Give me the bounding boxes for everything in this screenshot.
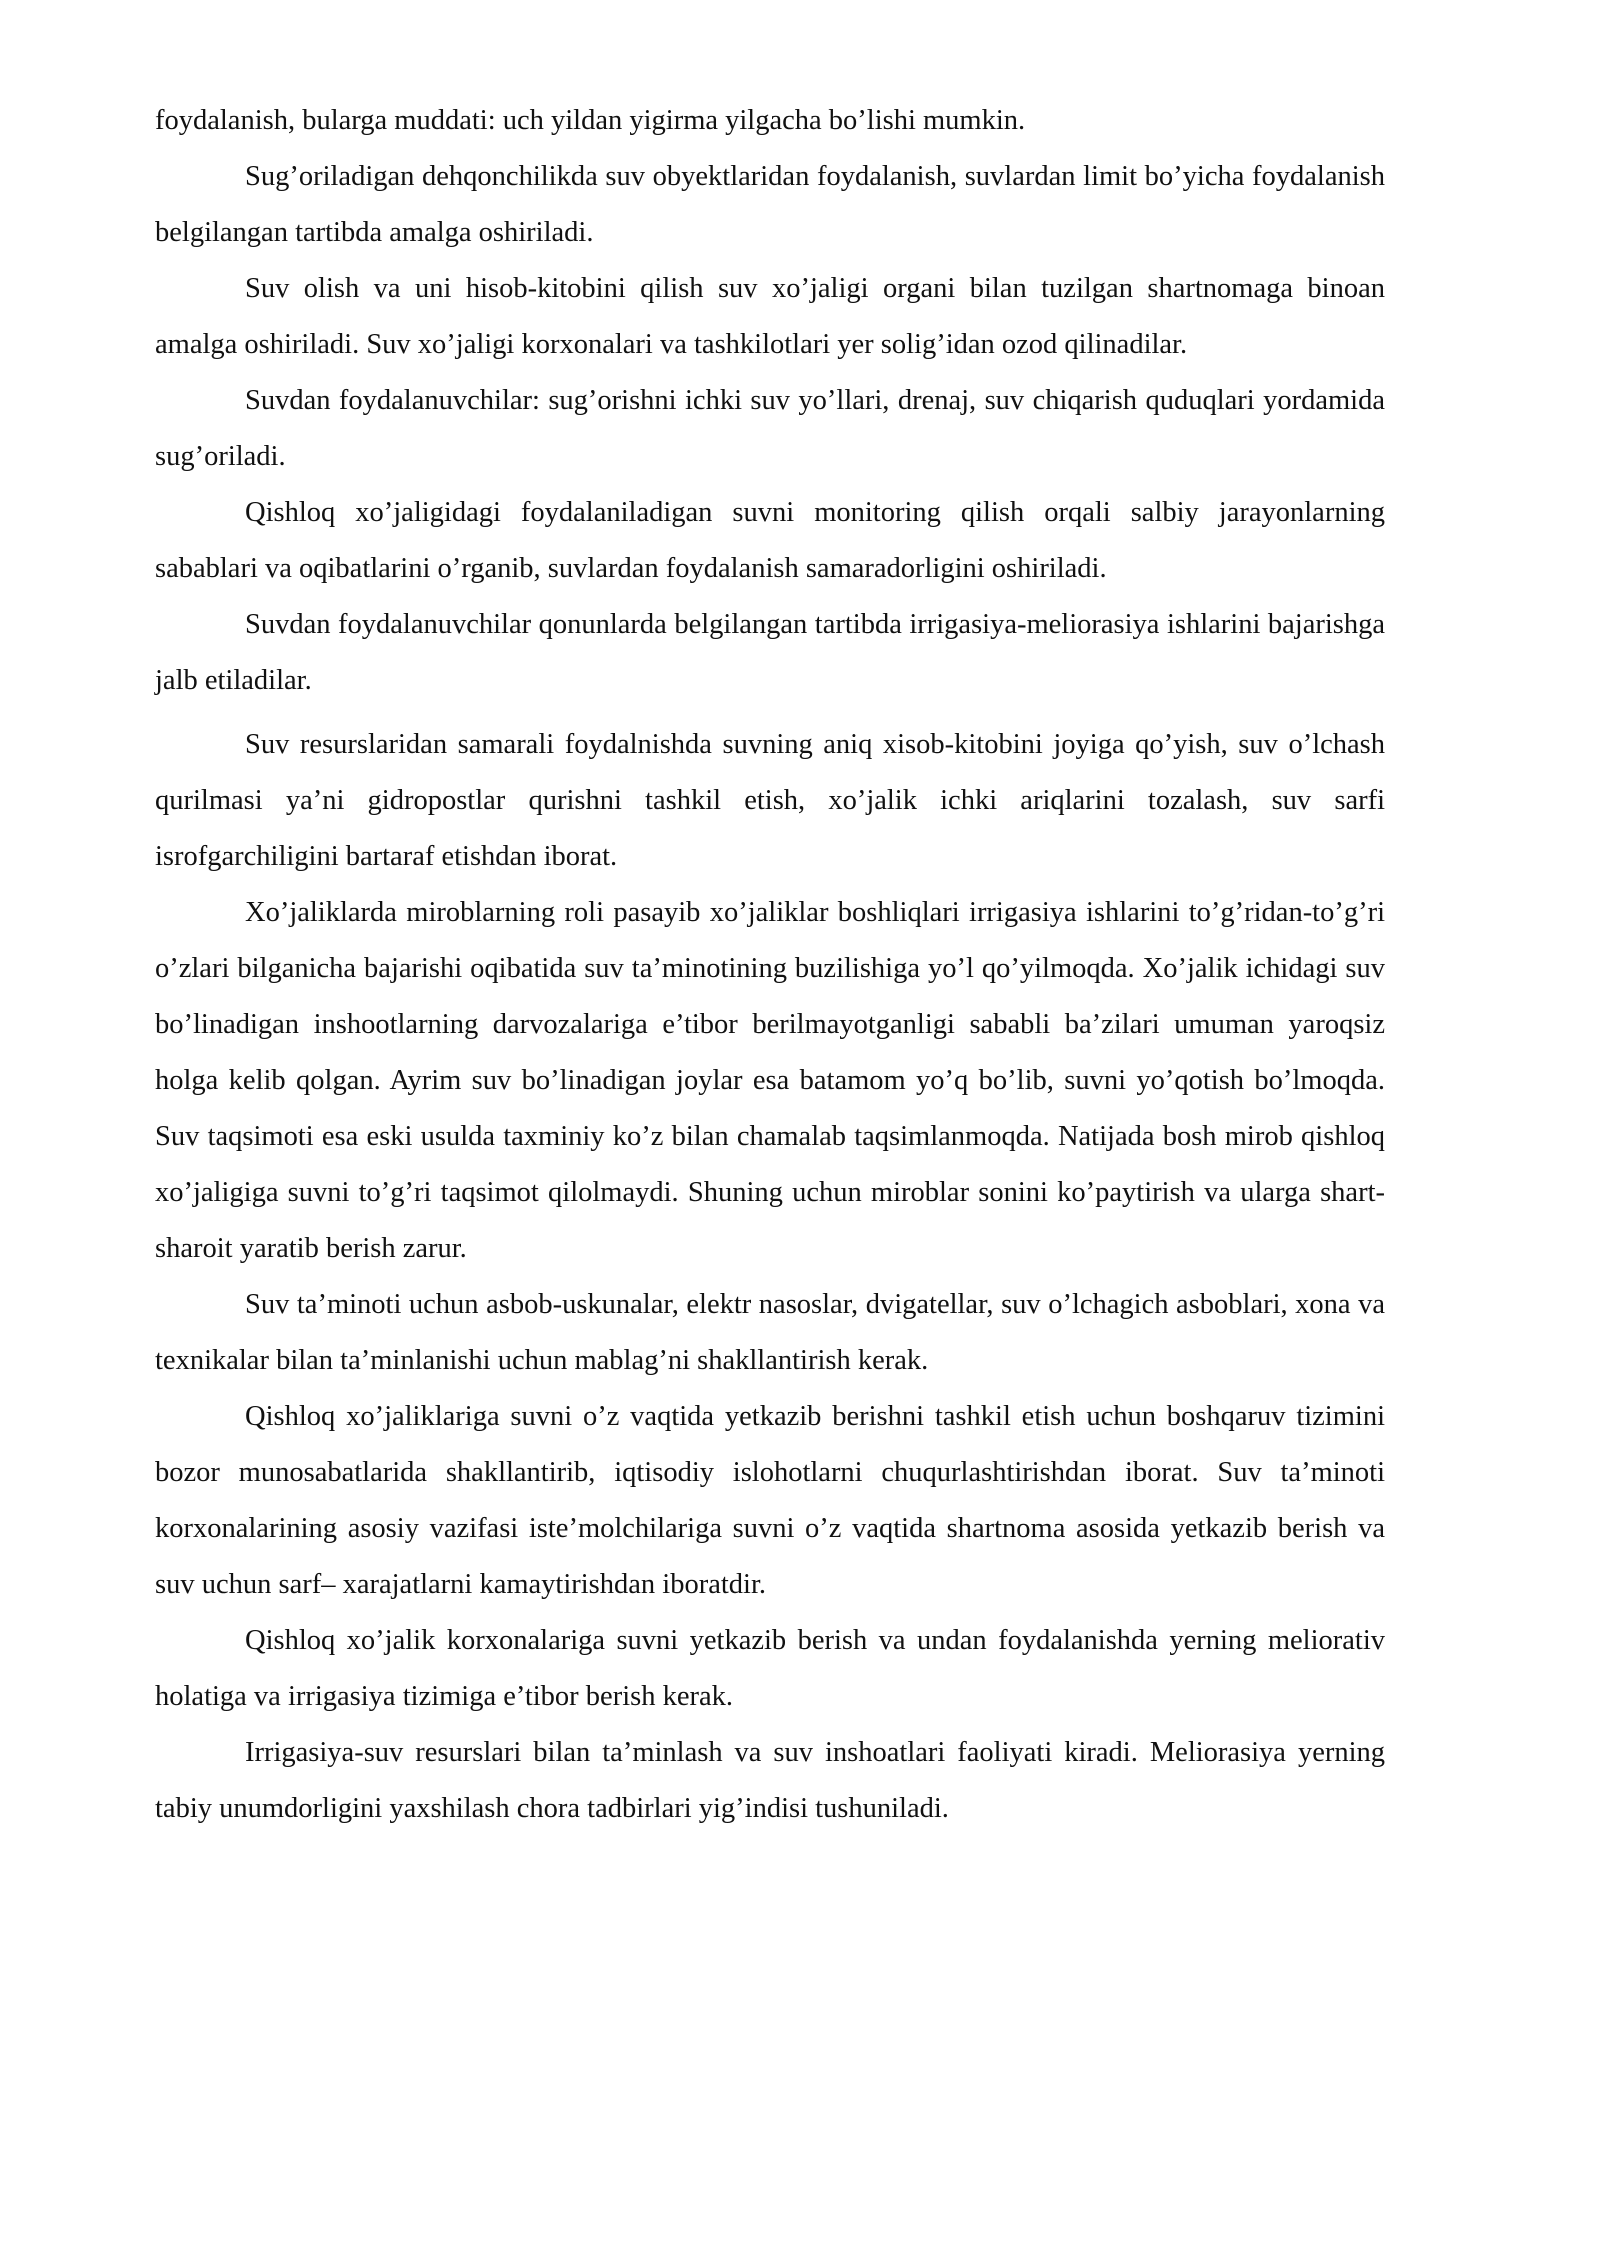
paragraph: Xo’jaliklarda miroblarning roli pasayib xo’jaliklar boshliqlari irrigasiya ishlarini to’g’ridan-to’g’ri o’zlari bilganicha bajarishi oqibatida suv ta’minotining buzilishiga yo’l qo’yilmoqda. Xo’jalik ichidagi suv bo’linadigan inshootlarning darvozalariga e’tibor berilmayotganligi sababli ba’zilari umuman yaroqsiz holga kelib qolgan. Ayrim suv bo’linadigan joylar esa batamom yo’q bo’lib, suvni yo’qotish bo’lmoqda. Suv taqsimoti esa eski usulda taxminiy ko’z bilan chamalab taqsimlanmoqda. Natijada bosh mirob qishloq xo’jaligiga suvni to’g’ri taqsimot qilolmaydi. Shuning uchun miroblar sonini ko’paytirish va ularga shart-sharoit yaratib berish zarur. bbox=[155, 897, 1385, 1264]
paragraph: Qishloq xo’jalik korxonalariga suvni yetkazib berish va undan foydalanishda yerning meliorativ holatiga va irrigasiya tizimiga e’tibor berish kerak. bbox=[155, 1625, 1385, 1712]
paragraph: Sug’oriladigan dehqonchilikda suv obyektlaridan foydalanish, suvlardan limit bo’yicha foydalanish belgilangan tartibda amalga oshiriladi. bbox=[155, 161, 1385, 248]
paragraph: Suvdan foydalanuvchilar: sug’orishni ichki suv yo’llari, drenaj, suv chiqarish quduqlari yordamida sug’oriladi. bbox=[155, 385, 1385, 472]
paragraph: Suv resurslaridan samarali foydalnishda suvning aniq xisob-kitobini joyiga qo’yish, suv o’lchash qurilmasi ya’ni gidropostlar qurishni tashkil etish, xo’jalik ichki ariqlarini tozalash, suv sarfi isrofgarchiligini bartaraf etishdan iborat. bbox=[155, 729, 1385, 872]
paragraph: Irrigasiya-suv resurslari bilan ta’minlash va suv inshoatlari faoliyati kiradi. Meliorasiya yerning tabiy unumdorligini yaxshilash chora tadbirlari yig’indisi tushuniladi. bbox=[155, 1737, 1385, 1824]
paragraph: Qishloq xo’jaliklariga suvni o’z vaqtida yetkazib berishni tashkil etish uchun boshqaruv tizimini bozor munosabatlarida shakllantirib, iqtisodiy islohotlarni chuqurlashtirishdan iborat. Suv ta’minoti korxonalarining asosiy vazifasi iste’molchilariga suvni o’z vaqtida shartnoma asosida yetkazib berish va suv uchun sarf– xarajatlarni kamaytirishdan iboratdir. bbox=[155, 1401, 1385, 1600]
document-page bbox=[155, 93, 1385, 1837]
paragraph: Suv ta’minoti uchun asbob-uskunalar, elektr nasoslar, dvigatellar, suv o’lchagich asboblari, xona va texnikalar bilan ta’minlanishi uchun mablag’ni shakllantirish kerak. bbox=[155, 1289, 1385, 1376]
paragraph: Suv olish va uni hisob-kitobini qilish suv xo’jaligi organi bilan tuzilgan shartnomaga binoan amalga oshiriladi. Suv xo’jaligi korxonalari va tashkilotlari yer solig’idan ozod qilinadilar. bbox=[155, 273, 1385, 360]
paragraph: Qishloq xo’jaligidagi foydalaniladigan suvni monitoring qilish orqali salbiy jarayonlarning sabablari va oqibatlarini o’rganib, suvlardan foydalanish samaradorligini oshiriladi. bbox=[155, 497, 1385, 584]
paragraph: Suvdan foydalanuvchilar qonunlarda belgilangan tartibda irrigasiya-meliorasiya ishlarini bajarishga jalb etiladilar. bbox=[155, 609, 1385, 696]
paragraph-continuation: foydalanish, bularga muddati: uch yildan yigirma yilgacha bo’lishi mumkin. bbox=[155, 105, 1026, 136]
